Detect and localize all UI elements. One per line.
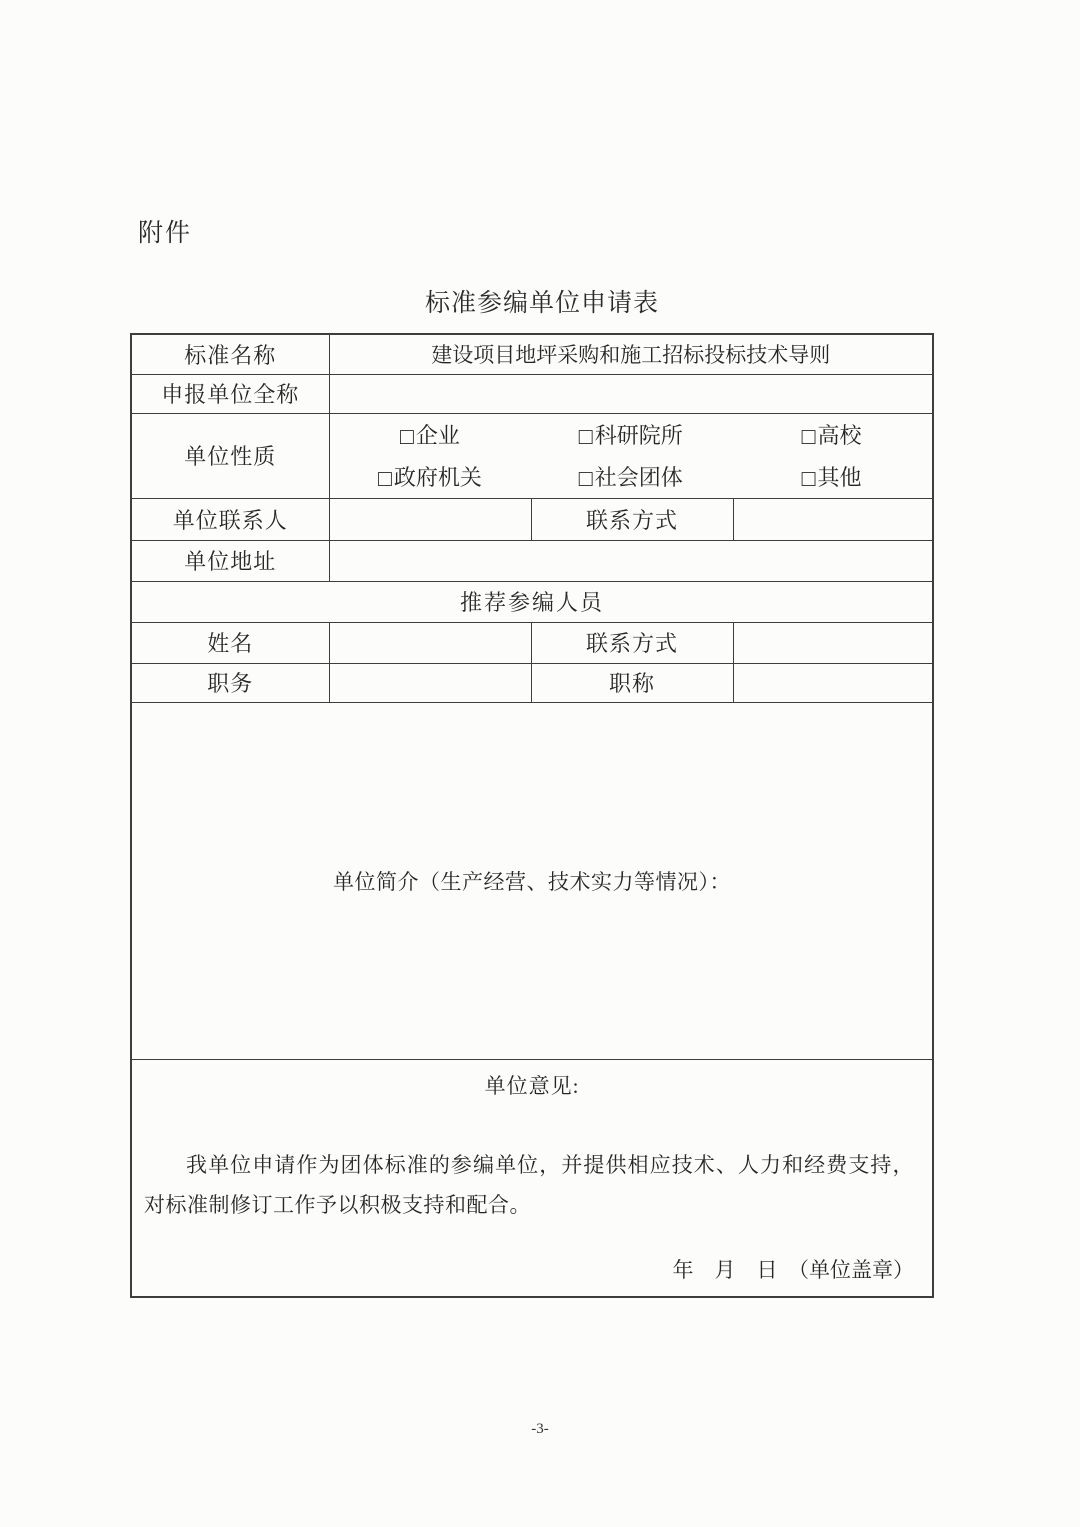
- checkbox-option-label: 其他: [817, 465, 862, 490]
- unit-opinion-box: [132, 1060, 932, 1296]
- applicant-unit-value: [329, 374, 933, 413]
- signature-date-line: 年 月 日 （单位盖章）: [672, 1257, 914, 1282]
- unit-profile-cell: [131, 702, 933, 1059]
- unit-profile-label: 单位简介（生产经营、技术实力等情况）：: [333, 869, 731, 894]
- checkbox-option-label: 政府机关: [393, 465, 482, 490]
- unit-nature-options-cell: [329, 413, 933, 498]
- checkbox-option-government: [378, 461, 482, 492]
- person-position-value: [329, 663, 531, 702]
- checkbox-option-enterprise: [400, 419, 460, 450]
- unit-nature-label: 单位性质: [131, 413, 329, 498]
- checkbox-option-university: [802, 419, 862, 450]
- unit-opinion-body: 我单位申请作为团体标准的参编单位，并提供相应技术、人力和经费支持，对标准制修订工作予以积极支持和配合。: [144, 1152, 914, 1217]
- row-unit-nature: [131, 413, 933, 498]
- row-unit-opinion: [131, 1059, 933, 1297]
- person-name-label: 姓名: [131, 622, 329, 663]
- row-unit-address: [131, 540, 933, 581]
- checkbox-icon: □: [801, 424, 816, 449]
- unit-contact-label: 单位联系人: [131, 498, 329, 540]
- unit-address-label: 单位地址: [131, 540, 329, 581]
- person-title-label: 职称: [531, 663, 733, 702]
- row-applicant-unit: [131, 374, 933, 413]
- checkbox-icon: □: [578, 424, 593, 449]
- row-person-position: [131, 663, 933, 702]
- person-title-value: [733, 663, 933, 702]
- person-contact-value: [733, 622, 933, 663]
- unit-nature-options-grid: [330, 414, 933, 498]
- checkbox-icon: □: [399, 424, 414, 449]
- checkbox-icon: □: [377, 466, 392, 491]
- person-contact-label: 联系方式: [531, 622, 733, 663]
- checkbox-option-social-group: [579, 461, 683, 492]
- form-title: 标准参编单位申请表: [424, 289, 659, 317]
- person-name-value: [329, 622, 531, 663]
- attachment-label: 附件: [138, 219, 193, 247]
- checkbox-icon: □: [578, 466, 593, 491]
- unit-contact-value: [329, 498, 531, 540]
- recommend-section-header: 推荐参编人员: [131, 581, 933, 622]
- row-unit-contact: [131, 498, 933, 540]
- unit-address-value: [329, 540, 933, 581]
- checkbox-option-other: [802, 461, 862, 492]
- row-recommend-header: [131, 581, 933, 622]
- checkbox-option-label: 企业: [415, 423, 460, 448]
- unit-opinion-cell: [131, 1059, 933, 1297]
- row-standard-name: [131, 334, 933, 374]
- checkbox-option-label: 科研院所: [594, 423, 683, 448]
- applicant-unit-label: 申报单位全称: [131, 374, 329, 413]
- page-number: -3-: [531, 1421, 549, 1437]
- checkbox-option-label: 高校: [817, 423, 862, 448]
- unit-contact-method-value: [733, 498, 933, 540]
- unit-contact-method-label: 联系方式: [531, 498, 733, 540]
- checkbox-option-label: 社会团体: [594, 465, 683, 490]
- row-person-name: [131, 622, 933, 663]
- checkbox-icon: □: [801, 466, 816, 491]
- person-position-label: 职务: [131, 663, 329, 702]
- checkbox-option-research-institute: [579, 419, 683, 450]
- application-form-table: [130, 333, 934, 1298]
- standard-name-value: 建设项目地坪采购和施工招标投标技术导则: [329, 334, 933, 374]
- standard-name-label: 标准名称: [131, 334, 329, 374]
- unit-opinion-label: 单位意见:: [484, 1073, 580, 1098]
- row-unit-profile: [131, 702, 933, 1059]
